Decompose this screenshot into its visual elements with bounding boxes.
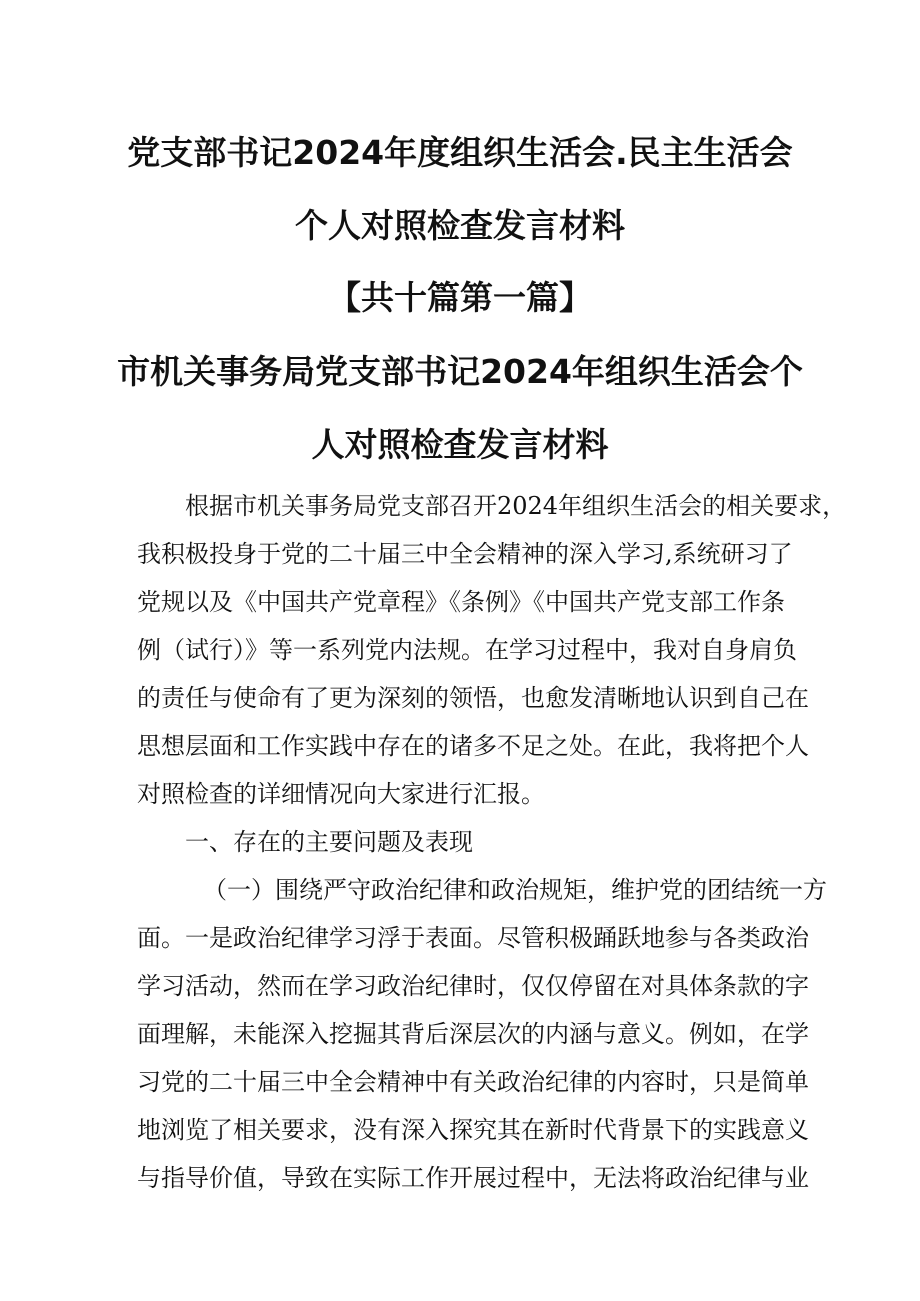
paragraph-line: 根据市机关事务局党支部召开2024年组织生活会的相关要求， [185, 492, 847, 520]
paragraph-line: 学习活动，然而在学习政治纪律时，仅仅停留在对具体条款的字 [137, 972, 809, 1000]
paragraph-section-1 [137, 866, 827, 1202]
paragraph-line: 思想层面和工作实践中存在的诸多不足之处。在此，我将把个人 [137, 732, 809, 760]
paragraph-line: 我积极投身于党的二十届三中全会精神的深入学习,系统研习了 [137, 540, 793, 568]
section-heading: 一、存在的主要问题及表现 [185, 828, 473, 856]
title-line-1: 党支部书记2024年度组织生活会.民主生活会 [127, 133, 793, 172]
paragraph-line: 的责任与使命有了更为深刻的领悟，也愈发清晰地认识到自己在 [137, 684, 809, 712]
title-line-2: 个人对照检查发言材料 [295, 206, 625, 245]
paragraph-line: 例（试行）》等一系列党内法规。在学习过程中，我对自身肩负 [137, 636, 797, 664]
title-line-4: 市机关事务局党支部书记2024年组织生活会个 [117, 352, 803, 391]
paragraph-line: 与指导价值，导致在实际工作开展过程中，无法将政治纪律与业 [137, 1164, 809, 1192]
paragraph-line: 地浏览了相关要求，没有深入探究其在新时代背景下的实践意义 [137, 1116, 809, 1144]
paragraph-line: （一）围绕严守政治纪律和政治规矩，维护党的团结统一方 [203, 876, 827, 904]
paragraph-line: 习党的二十届三中全会精神中有关政治纪律的内容时，只是简单 [137, 1068, 809, 1096]
title-line-5: 人对照检查发言材料 [311, 425, 609, 464]
paragraph-line: 党规以及《中国共产党章程》《条例》《中国共产党支部工作条 [137, 588, 785, 616]
paragraph-intro [137, 482, 847, 818]
title-line-3: 【共十篇第一篇】 [328, 278, 592, 317]
paragraph-line: 面。一是政治纪律学习浮于表面。尽管积极踊跃地参与各类政治 [137, 924, 809, 952]
paragraph-line: 对照检查的详细情况向大家进行汇报。 [137, 780, 545, 808]
paragraph-line: 面理解，未能深入挖掘其背后深层次的内涵与意义。例如，在学 [137, 1020, 809, 1048]
